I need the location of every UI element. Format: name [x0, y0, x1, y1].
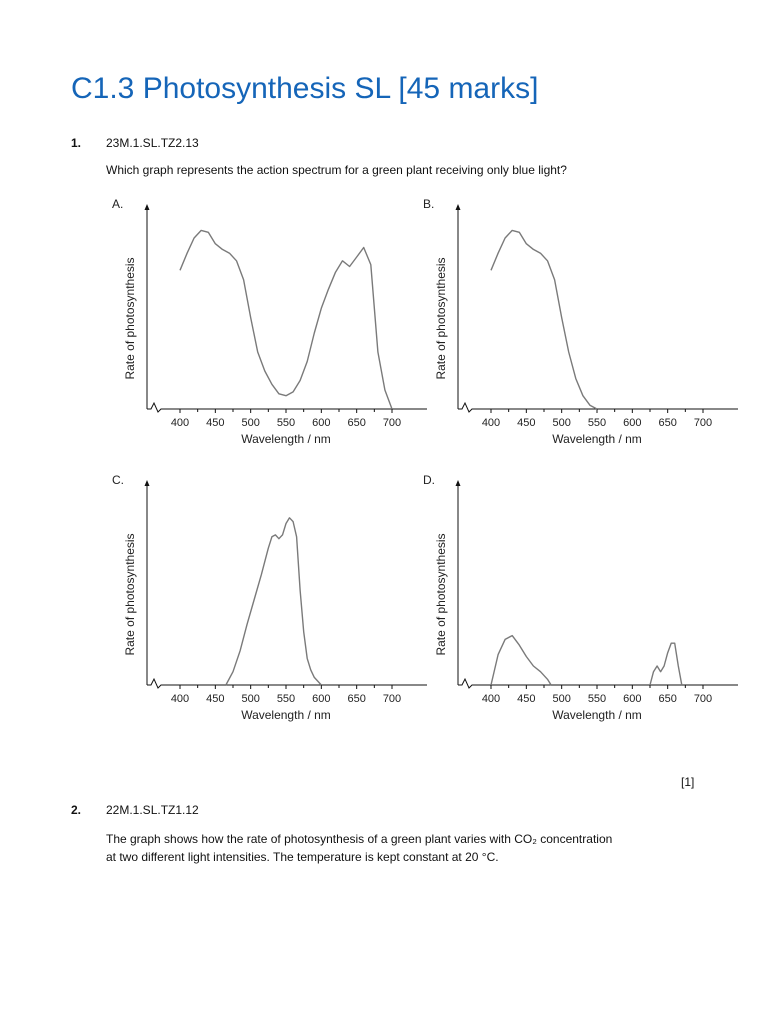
question-1-text: Which graph represents the action spectrum for a green plant receiving only blue light?	[106, 163, 567, 177]
graph-c	[102, 468, 442, 738]
x-tick-label: 450	[517, 693, 536, 705]
x-axis	[147, 679, 427, 688]
question-2-number: 2.	[71, 803, 82, 817]
question-1-number: 1.	[71, 136, 82, 150]
graph-svg	[102, 468, 442, 733]
question-2-text-line2: at two different light intensities. The temperature is kept constant at 20 °C.	[106, 850, 499, 864]
y-axis-label: Rate of photosynthesis	[123, 257, 137, 380]
x-tick-label: 400	[170, 693, 190, 705]
y-axis-arrow	[145, 480, 150, 486]
spectrum-curve-1	[180, 230, 392, 409]
x-tick-label: 500	[552, 417, 571, 429]
x-tick-label: 550	[276, 417, 296, 429]
graph-svg	[413, 192, 753, 457]
y-axis-arrow	[456, 480, 461, 486]
x-tick-label: 700	[382, 417, 402, 429]
x-tick-label: 500	[241, 417, 260, 429]
y-axis-arrow	[456, 204, 461, 210]
x-tick-label: 550	[276, 693, 296, 705]
y-axis-label: Rate of photosynthesis	[434, 533, 448, 656]
x-tick-label: 700	[382, 693, 402, 705]
x-tick-label: 400	[481, 693, 501, 705]
x-tick-label: 450	[517, 417, 536, 429]
question-2-text	[106, 830, 726, 866]
y-axis-arrow	[145, 204, 150, 210]
x-tick-label: 450	[206, 417, 225, 429]
x-tick-label: 600	[623, 693, 642, 705]
x-axis-label: Wavelength / nm	[241, 432, 331, 446]
graph-svg	[102, 192, 442, 457]
x-axis	[458, 403, 738, 412]
page-title: C1.3 Photosynthesis SL [45 marks]	[71, 72, 539, 105]
x-tick-label: 650	[347, 693, 366, 705]
x-axis-label: Wavelength / nm	[552, 432, 642, 446]
x-axis	[458, 679, 738, 688]
graph-svg	[413, 468, 753, 733]
y-axis-label: Rate of photosynthesis	[123, 533, 137, 656]
y-axis-label: Rate of photosynthesis	[434, 257, 448, 380]
graph-option-label: C.	[112, 473, 124, 487]
x-tick-label: 650	[658, 693, 677, 705]
x-tick-label: 700	[693, 417, 713, 429]
x-tick-label: 450	[206, 693, 225, 705]
question-2-text-part2: concentration	[536, 832, 613, 846]
spectrum-curve-2	[650, 643, 682, 685]
graph-b	[413, 192, 753, 462]
question-2-subscript: ₂	[532, 832, 537, 846]
x-tick-label: 600	[623, 417, 642, 429]
x-axis	[147, 403, 427, 412]
x-tick-label: 600	[312, 417, 331, 429]
x-tick-label: 700	[693, 693, 713, 705]
x-tick-label: 600	[312, 693, 331, 705]
graph-a	[102, 192, 442, 462]
x-tick-label: 550	[587, 693, 607, 705]
x-tick-label: 400	[170, 417, 190, 429]
x-tick-label: 400	[481, 417, 501, 429]
graph-option-label: D.	[423, 473, 435, 487]
x-tick-label: 500	[241, 693, 260, 705]
x-tick-label: 650	[347, 417, 366, 429]
x-tick-label: 550	[587, 417, 607, 429]
x-axis-label: Wavelength / nm	[552, 708, 642, 722]
question-1-code: 23M.1.SL.TZ2.13	[106, 136, 199, 150]
x-axis-label: Wavelength / nm	[241, 708, 331, 722]
graph-d	[413, 468, 753, 738]
spectrum-curve-1	[491, 636, 551, 685]
question-2-code: 22M.1.SL.TZ1.12	[106, 803, 199, 817]
x-tick-label: 500	[552, 693, 571, 705]
question-2-text-part1: The graph shows how the rate of photosynthesis of a green plant varies with CO	[106, 832, 533, 846]
spectrum-curve-1	[226, 518, 321, 685]
graph-option-label: B.	[423, 197, 435, 211]
spectrum-curve-1	[491, 230, 597, 409]
question-1-marks: [1]	[681, 775, 695, 789]
graph-option-label: A.	[112, 197, 124, 211]
x-tick-label: 650	[658, 417, 677, 429]
